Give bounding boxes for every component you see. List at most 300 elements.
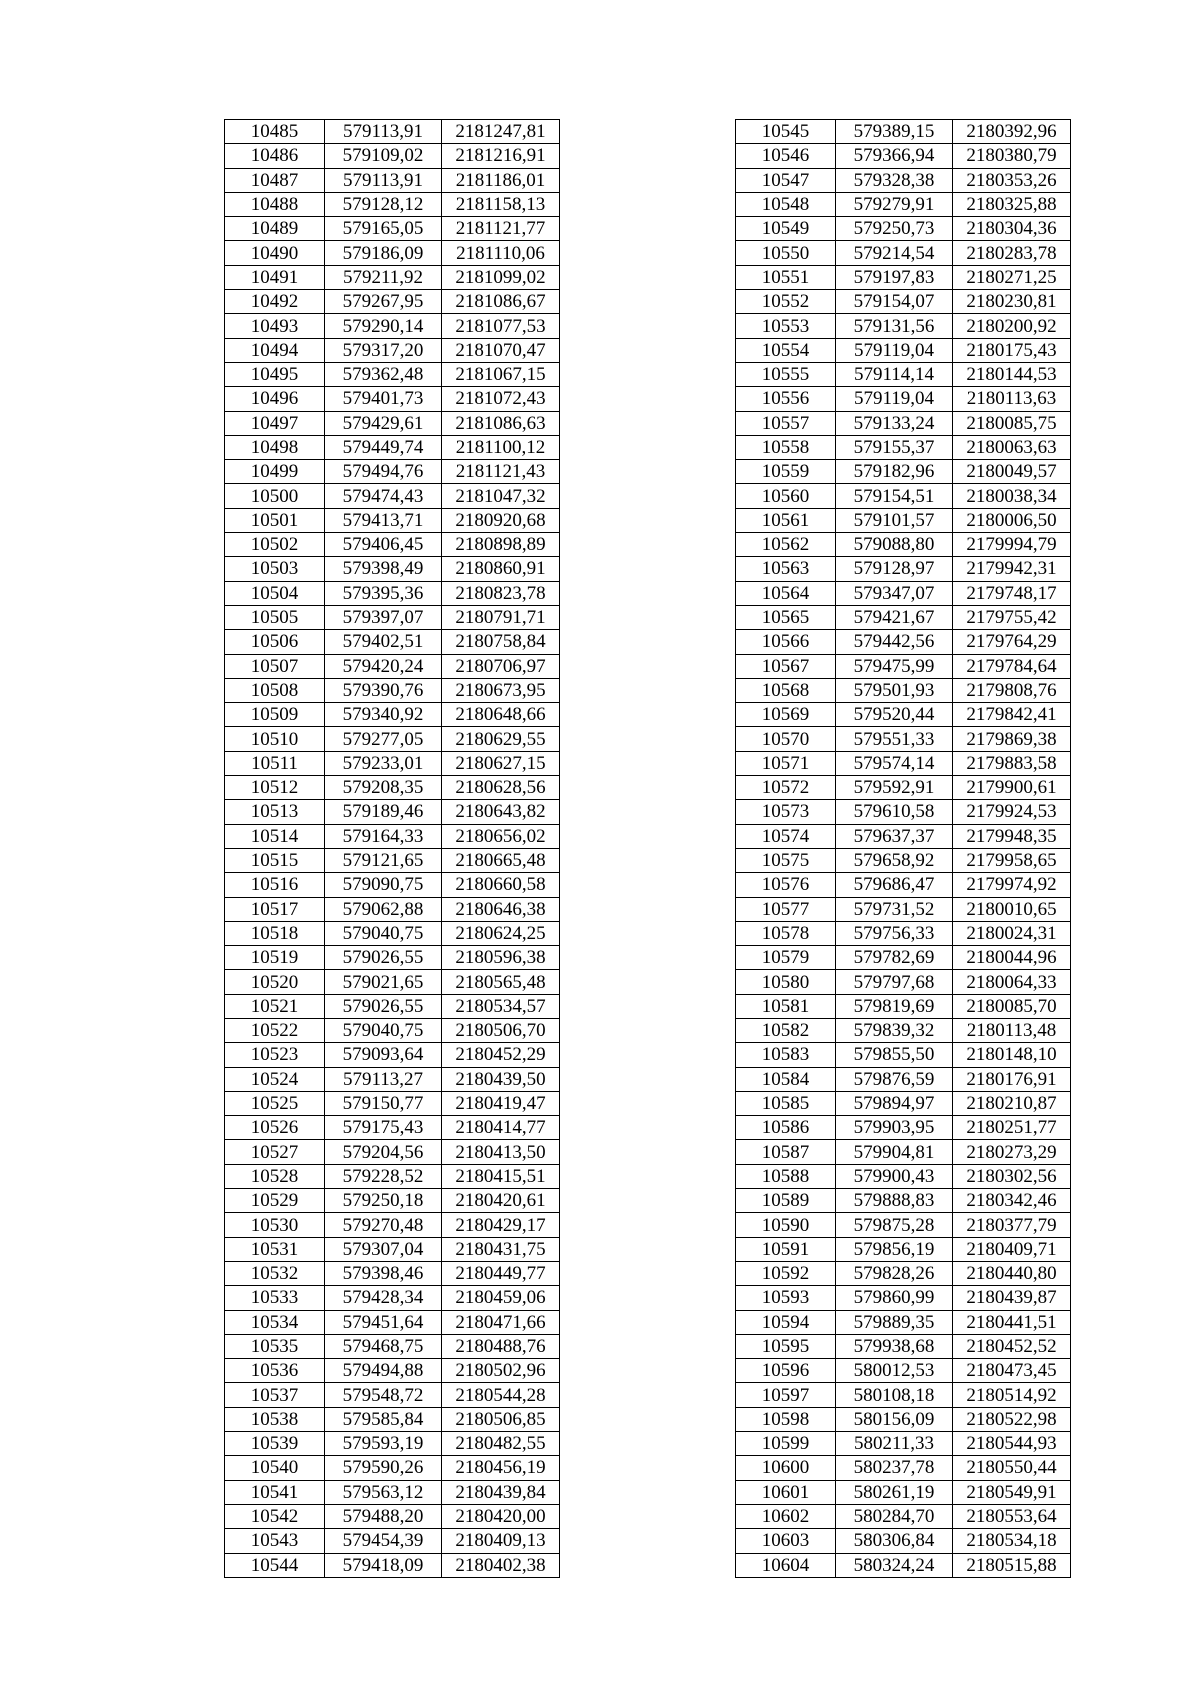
point-number-cell: 10578 (736, 921, 836, 945)
point-number-cell: 10527 (225, 1140, 325, 1164)
x-coordinate-cell: 579860,99 (836, 1286, 953, 1310)
y-coordinate-cell: 2180273,29 (953, 1140, 1071, 1164)
table-row (225, 703, 560, 727)
y-coordinate-cell: 2180544,93 (953, 1432, 1071, 1456)
point-number-cell: 10584 (736, 1067, 836, 1091)
y-coordinate-cell: 2180414,77 (442, 1116, 560, 1140)
point-number-cell: 10593 (736, 1286, 836, 1310)
y-coordinate-cell: 2180624,25 (442, 921, 560, 945)
point-number-cell: 10531 (225, 1237, 325, 1261)
point-number-cell: 10512 (225, 776, 325, 800)
y-coordinate-cell: 2180113,63 (953, 387, 1071, 411)
table-row (736, 605, 1071, 629)
y-coordinate-cell: 2180514,92 (953, 1383, 1071, 1407)
x-coordinate-cell: 579398,49 (325, 557, 442, 581)
x-coordinate-cell: 579731,52 (836, 897, 953, 921)
x-coordinate-cell: 579401,73 (325, 387, 442, 411)
y-coordinate-cell: 2180429,17 (442, 1213, 560, 1237)
x-coordinate-cell: 579797,68 (836, 970, 953, 994)
table-row (736, 217, 1071, 241)
x-coordinate-cell: 579856,19 (836, 1237, 953, 1261)
table-row (225, 1432, 560, 1456)
y-coordinate-cell: 2180006,50 (953, 508, 1071, 532)
x-coordinate-cell: 579062,88 (325, 897, 442, 921)
table-row (736, 1237, 1071, 1261)
table-row (736, 727, 1071, 751)
point-number-cell: 10524 (225, 1067, 325, 1091)
y-coordinate-cell: 2180706,97 (442, 654, 560, 678)
x-coordinate-cell: 579390,76 (325, 678, 442, 702)
point-number-cell: 10572 (736, 776, 836, 800)
y-coordinate-cell: 2180049,57 (953, 460, 1071, 484)
point-number-cell: 10538 (225, 1407, 325, 1431)
x-coordinate-cell: 579397,07 (325, 605, 442, 629)
y-coordinate-cell: 2180200,92 (953, 314, 1071, 338)
x-coordinate-cell: 579040,75 (325, 921, 442, 945)
x-coordinate-cell: 580211,33 (836, 1432, 953, 1456)
table-row (736, 1480, 1071, 1504)
y-coordinate-cell: 2180506,70 (442, 1018, 560, 1042)
point-number-cell: 10603 (736, 1529, 836, 1553)
x-coordinate-cell: 579189,46 (325, 800, 442, 824)
y-coordinate-cell: 2180643,82 (442, 800, 560, 824)
table-row (225, 387, 560, 411)
point-number-cell: 10511 (225, 751, 325, 775)
x-coordinate-cell: 579088,80 (836, 533, 953, 557)
x-coordinate-cell: 579040,75 (325, 1018, 442, 1042)
table-row (736, 873, 1071, 897)
table-row (225, 460, 560, 484)
table-row (225, 1237, 560, 1261)
point-number-cell: 10569 (736, 703, 836, 727)
x-coordinate-cell: 579165,05 (325, 217, 442, 241)
x-coordinate-cell: 579182,96 (836, 460, 953, 484)
point-number-cell: 10600 (736, 1456, 836, 1480)
table-row (736, 1213, 1071, 1237)
point-number-cell: 10548 (736, 192, 836, 216)
point-number-cell: 10517 (225, 897, 325, 921)
y-coordinate-cell: 2179994,79 (953, 533, 1071, 557)
x-coordinate-cell: 579406,45 (325, 533, 442, 557)
x-coordinate-cell: 579204,56 (325, 1140, 442, 1164)
y-coordinate-cell: 2180063,63 (953, 435, 1071, 459)
table-row (736, 290, 1071, 314)
y-coordinate-cell: 2180544,28 (442, 1383, 560, 1407)
table-row (225, 265, 560, 289)
table-row (736, 654, 1071, 678)
x-coordinate-cell: 579488,20 (325, 1504, 442, 1528)
table-row (225, 873, 560, 897)
x-coordinate-cell: 579267,95 (325, 290, 442, 314)
point-number-cell: 10522 (225, 1018, 325, 1042)
y-coordinate-cell: 2181158,13 (442, 192, 560, 216)
table-row (225, 1018, 560, 1042)
y-coordinate-cell: 2179883,58 (953, 751, 1071, 775)
point-number-cell: 10591 (736, 1237, 836, 1261)
y-coordinate-cell: 2180230,81 (953, 290, 1071, 314)
point-number-cell: 10554 (736, 338, 836, 362)
coordinates-table-left (224, 119, 560, 1578)
y-coordinate-cell: 2179900,61 (953, 776, 1071, 800)
y-coordinate-cell: 2179748,17 (953, 581, 1071, 605)
y-coordinate-cell: 2181086,63 (442, 411, 560, 435)
x-coordinate-cell: 579307,04 (325, 1237, 442, 1261)
x-coordinate-cell: 579317,20 (325, 338, 442, 362)
table-row (736, 484, 1071, 508)
table-row (736, 751, 1071, 775)
table-row (736, 411, 1071, 435)
x-coordinate-cell: 579328,38 (836, 168, 953, 192)
point-number-cell: 10563 (736, 557, 836, 581)
x-coordinate-cell: 579164,33 (325, 824, 442, 848)
point-number-cell: 10598 (736, 1407, 836, 1431)
x-coordinate-cell: 579413,71 (325, 508, 442, 532)
x-coordinate-cell: 579402,51 (325, 630, 442, 654)
point-number-cell: 10491 (225, 265, 325, 289)
y-coordinate-cell: 2180534,57 (442, 994, 560, 1018)
point-number-cell: 10487 (225, 168, 325, 192)
table-row (225, 338, 560, 362)
table-row (225, 241, 560, 265)
x-coordinate-cell: 579133,24 (836, 411, 953, 435)
y-coordinate-cell: 2180452,52 (953, 1334, 1071, 1358)
point-number-cell: 10595 (736, 1334, 836, 1358)
x-coordinate-cell: 579894,97 (836, 1091, 953, 1115)
y-coordinate-cell: 2181072,43 (442, 387, 560, 411)
point-number-cell: 10565 (736, 605, 836, 629)
table-row (736, 435, 1071, 459)
y-coordinate-cell: 2180304,36 (953, 217, 1071, 241)
x-coordinate-cell: 579340,92 (325, 703, 442, 727)
x-coordinate-cell: 579121,65 (325, 848, 442, 872)
y-coordinate-cell: 2180758,84 (442, 630, 560, 654)
x-coordinate-cell: 579154,07 (836, 290, 953, 314)
x-coordinate-cell: 579875,28 (836, 1213, 953, 1237)
point-number-cell: 10597 (736, 1383, 836, 1407)
y-coordinate-cell: 2180471,66 (442, 1310, 560, 1334)
table-row (225, 824, 560, 848)
y-coordinate-cell: 2179808,76 (953, 678, 1071, 702)
x-coordinate-cell: 579128,97 (836, 557, 953, 581)
y-coordinate-cell: 2180175,43 (953, 338, 1071, 362)
point-number-cell: 10486 (225, 144, 325, 168)
y-coordinate-cell: 2181070,47 (442, 338, 560, 362)
table-row (225, 1116, 560, 1140)
y-coordinate-cell: 2180502,96 (442, 1359, 560, 1383)
y-coordinate-cell: 2180629,55 (442, 727, 560, 751)
table-row (736, 387, 1071, 411)
y-coordinate-cell: 2180420,00 (442, 1504, 560, 1528)
table-row (736, 144, 1071, 168)
point-number-cell: 10544 (225, 1553, 325, 1577)
x-coordinate-cell: 579494,76 (325, 460, 442, 484)
table-row (225, 533, 560, 557)
table-row (736, 1504, 1071, 1528)
y-coordinate-cell: 2180898,89 (442, 533, 560, 557)
x-coordinate-cell: 579428,34 (325, 1286, 442, 1310)
y-coordinate-cell: 2180646,38 (442, 897, 560, 921)
table-row (225, 630, 560, 654)
y-coordinate-cell: 2180440,80 (953, 1261, 1071, 1285)
point-number-cell: 10588 (736, 1164, 836, 1188)
x-coordinate-cell: 579474,43 (325, 484, 442, 508)
table-row (736, 1091, 1071, 1115)
table-row (736, 921, 1071, 945)
table-row (225, 1213, 560, 1237)
x-coordinate-cell: 579686,47 (836, 873, 953, 897)
y-coordinate-cell: 2180439,84 (442, 1480, 560, 1504)
table-row (225, 678, 560, 702)
y-coordinate-cell: 2180553,64 (953, 1504, 1071, 1528)
x-coordinate-cell: 579114,14 (836, 362, 953, 386)
point-number-cell: 10519 (225, 946, 325, 970)
y-coordinate-cell: 2180488,76 (442, 1334, 560, 1358)
x-coordinate-cell: 579131,56 (836, 314, 953, 338)
point-number-cell: 10594 (736, 1310, 836, 1334)
x-coordinate-cell: 580237,78 (836, 1456, 953, 1480)
y-coordinate-cell: 2180431,75 (442, 1237, 560, 1261)
table-row (225, 776, 560, 800)
point-number-cell: 10508 (225, 678, 325, 702)
point-number-cell: 10514 (225, 824, 325, 848)
y-coordinate-cell: 2180860,91 (442, 557, 560, 581)
x-coordinate-cell: 579347,07 (836, 581, 953, 605)
x-coordinate-cell: 579366,94 (836, 144, 953, 168)
x-coordinate-cell: 579113,91 (325, 120, 442, 144)
y-coordinate-cell: 2181077,53 (442, 314, 560, 338)
x-coordinate-cell: 579398,46 (325, 1261, 442, 1285)
y-coordinate-cell: 2181121,77 (442, 217, 560, 241)
table-row (225, 970, 560, 994)
table-row (736, 776, 1071, 800)
table-row (736, 1553, 1071, 1577)
table-row (225, 1480, 560, 1504)
y-coordinate-cell: 2180144,53 (953, 362, 1071, 386)
x-coordinate-cell: 579574,14 (836, 751, 953, 775)
table-row (225, 362, 560, 386)
table-row (736, 970, 1071, 994)
y-coordinate-cell: 2180024,31 (953, 921, 1071, 945)
x-coordinate-cell: 579279,91 (836, 192, 953, 216)
point-number-cell: 10599 (736, 1432, 836, 1456)
y-coordinate-cell: 2180628,56 (442, 776, 560, 800)
point-number-cell: 10502 (225, 533, 325, 557)
x-coordinate-cell: 579520,44 (836, 703, 953, 727)
x-coordinate-cell: 579021,65 (325, 970, 442, 994)
table-row (736, 1383, 1071, 1407)
point-number-cell: 10504 (225, 581, 325, 605)
y-coordinate-cell: 2180148,10 (953, 1043, 1071, 1067)
x-coordinate-cell: 580156,09 (836, 1407, 953, 1431)
point-number-cell: 10557 (736, 411, 836, 435)
point-number-cell: 10513 (225, 800, 325, 824)
table-row (225, 1043, 560, 1067)
point-number-cell: 10575 (736, 848, 836, 872)
table-row (225, 1383, 560, 1407)
table-body (225, 120, 560, 1578)
y-coordinate-cell: 2180506,85 (442, 1407, 560, 1431)
point-number-cell: 10509 (225, 703, 325, 727)
table-row (736, 1334, 1071, 1358)
table-row (225, 435, 560, 459)
x-coordinate-cell: 579214,54 (836, 241, 953, 265)
point-number-cell: 10497 (225, 411, 325, 435)
y-coordinate-cell: 2180459,06 (442, 1286, 560, 1310)
y-coordinate-cell: 2180085,70 (953, 994, 1071, 1018)
y-coordinate-cell: 2180064,33 (953, 970, 1071, 994)
table-row (225, 1553, 560, 1577)
table-row (225, 1261, 560, 1285)
x-coordinate-cell: 579839,32 (836, 1018, 953, 1042)
x-coordinate-cell: 579277,05 (325, 727, 442, 751)
x-coordinate-cell: 579175,43 (325, 1116, 442, 1140)
point-number-cell: 10568 (736, 678, 836, 702)
point-number-cell: 10573 (736, 800, 836, 824)
table-row (225, 1456, 560, 1480)
table-row (225, 946, 560, 970)
table-row (736, 1407, 1071, 1431)
y-coordinate-cell: 2180377,79 (953, 1213, 1071, 1237)
point-number-cell: 10535 (225, 1334, 325, 1358)
point-number-cell: 10550 (736, 241, 836, 265)
x-coordinate-cell: 579186,09 (325, 241, 442, 265)
x-coordinate-cell: 579128,12 (325, 192, 442, 216)
x-coordinate-cell: 579119,04 (836, 387, 953, 411)
x-coordinate-cell: 579904,81 (836, 1140, 953, 1164)
table-row (736, 1116, 1071, 1140)
point-number-cell: 10518 (225, 921, 325, 945)
y-coordinate-cell: 2180409,13 (442, 1529, 560, 1553)
point-number-cell: 10516 (225, 873, 325, 897)
point-number-cell: 10592 (736, 1261, 836, 1285)
y-coordinate-cell: 2180665,48 (442, 848, 560, 872)
x-coordinate-cell: 579828,26 (836, 1261, 953, 1285)
point-number-cell: 10495 (225, 362, 325, 386)
table-row (225, 168, 560, 192)
point-number-cell: 10551 (736, 265, 836, 289)
y-coordinate-cell: 2180660,58 (442, 873, 560, 897)
y-coordinate-cell: 2181216,91 (442, 144, 560, 168)
table-row (225, 800, 560, 824)
x-coordinate-cell: 579819,69 (836, 994, 953, 1018)
table-row (225, 897, 560, 921)
table-row (225, 751, 560, 775)
point-number-cell: 10546 (736, 144, 836, 168)
table-row (736, 630, 1071, 654)
table-row (225, 1310, 560, 1334)
y-coordinate-cell: 2180439,87 (953, 1286, 1071, 1310)
x-coordinate-cell: 579494,88 (325, 1359, 442, 1383)
table-row (736, 1140, 1071, 1164)
table-row (225, 1334, 560, 1358)
y-coordinate-cell: 2180456,19 (442, 1456, 560, 1480)
table-row (736, 800, 1071, 824)
point-number-cell: 10587 (736, 1140, 836, 1164)
x-coordinate-cell: 579211,92 (325, 265, 442, 289)
table-row (225, 411, 560, 435)
x-coordinate-cell: 579888,83 (836, 1189, 953, 1213)
table-row (736, 508, 1071, 532)
x-coordinate-cell: 579395,36 (325, 581, 442, 605)
table-row (736, 120, 1071, 144)
point-number-cell: 10549 (736, 217, 836, 241)
x-coordinate-cell: 579026,55 (325, 946, 442, 970)
y-coordinate-cell: 2180283,78 (953, 241, 1071, 265)
point-number-cell: 10581 (736, 994, 836, 1018)
point-number-cell: 10577 (736, 897, 836, 921)
point-number-cell: 10488 (225, 192, 325, 216)
y-coordinate-cell: 2180565,48 (442, 970, 560, 994)
y-coordinate-cell: 2180452,29 (442, 1043, 560, 1067)
x-coordinate-cell: 579658,92 (836, 848, 953, 872)
x-coordinate-cell: 579637,37 (836, 824, 953, 848)
x-coordinate-cell: 579900,43 (836, 1164, 953, 1188)
point-number-cell: 10494 (225, 338, 325, 362)
x-coordinate-cell: 579501,93 (836, 678, 953, 702)
table-row (225, 290, 560, 314)
table-row (736, 703, 1071, 727)
x-coordinate-cell: 579782,69 (836, 946, 953, 970)
point-number-cell: 10596 (736, 1359, 836, 1383)
x-coordinate-cell: 579101,57 (836, 508, 953, 532)
point-number-cell: 10558 (736, 435, 836, 459)
table-row (736, 168, 1071, 192)
point-number-cell: 10561 (736, 508, 836, 532)
y-coordinate-cell: 2179869,38 (953, 727, 1071, 751)
y-coordinate-cell: 2181110,06 (442, 241, 560, 265)
point-number-cell: 10525 (225, 1091, 325, 1115)
y-coordinate-cell: 2179948,35 (953, 824, 1071, 848)
y-coordinate-cell: 2180449,77 (442, 1261, 560, 1285)
x-coordinate-cell: 579109,02 (325, 144, 442, 168)
x-coordinate-cell: 579468,75 (325, 1334, 442, 1358)
table-row (736, 1018, 1071, 1042)
x-coordinate-cell: 579585,84 (325, 1407, 442, 1431)
x-coordinate-cell: 580306,84 (836, 1529, 953, 1553)
x-coordinate-cell: 579250,73 (836, 217, 953, 241)
x-coordinate-cell: 579233,01 (325, 751, 442, 775)
point-number-cell: 10543 (225, 1529, 325, 1553)
table-row (225, 1164, 560, 1188)
y-coordinate-cell: 2180085,75 (953, 411, 1071, 435)
x-coordinate-cell: 579590,26 (325, 1456, 442, 1480)
y-coordinate-cell: 2180673,95 (442, 678, 560, 702)
x-coordinate-cell: 579150,77 (325, 1091, 442, 1115)
x-coordinate-cell: 580012,53 (836, 1359, 953, 1383)
point-number-cell: 10552 (736, 290, 836, 314)
x-coordinate-cell: 579421,67 (836, 605, 953, 629)
y-coordinate-cell: 2181086,67 (442, 290, 560, 314)
y-coordinate-cell: 2180415,51 (442, 1164, 560, 1188)
table-row (736, 848, 1071, 872)
point-number-cell: 10532 (225, 1261, 325, 1285)
point-number-cell: 10534 (225, 1310, 325, 1334)
table-row (736, 1456, 1071, 1480)
table-row (225, 120, 560, 144)
table-row (736, 1359, 1071, 1383)
x-coordinate-cell: 579420,24 (325, 654, 442, 678)
x-coordinate-cell: 579197,83 (836, 265, 953, 289)
table-row (225, 727, 560, 751)
point-number-cell: 10582 (736, 1018, 836, 1042)
table-row (225, 557, 560, 581)
y-coordinate-cell: 2180823,78 (442, 581, 560, 605)
x-coordinate-cell: 579563,12 (325, 1480, 442, 1504)
table-row (736, 362, 1071, 386)
y-coordinate-cell: 2181121,43 (442, 460, 560, 484)
x-coordinate-cell: 579389,15 (836, 120, 953, 144)
y-coordinate-cell: 2180302,56 (953, 1164, 1071, 1188)
